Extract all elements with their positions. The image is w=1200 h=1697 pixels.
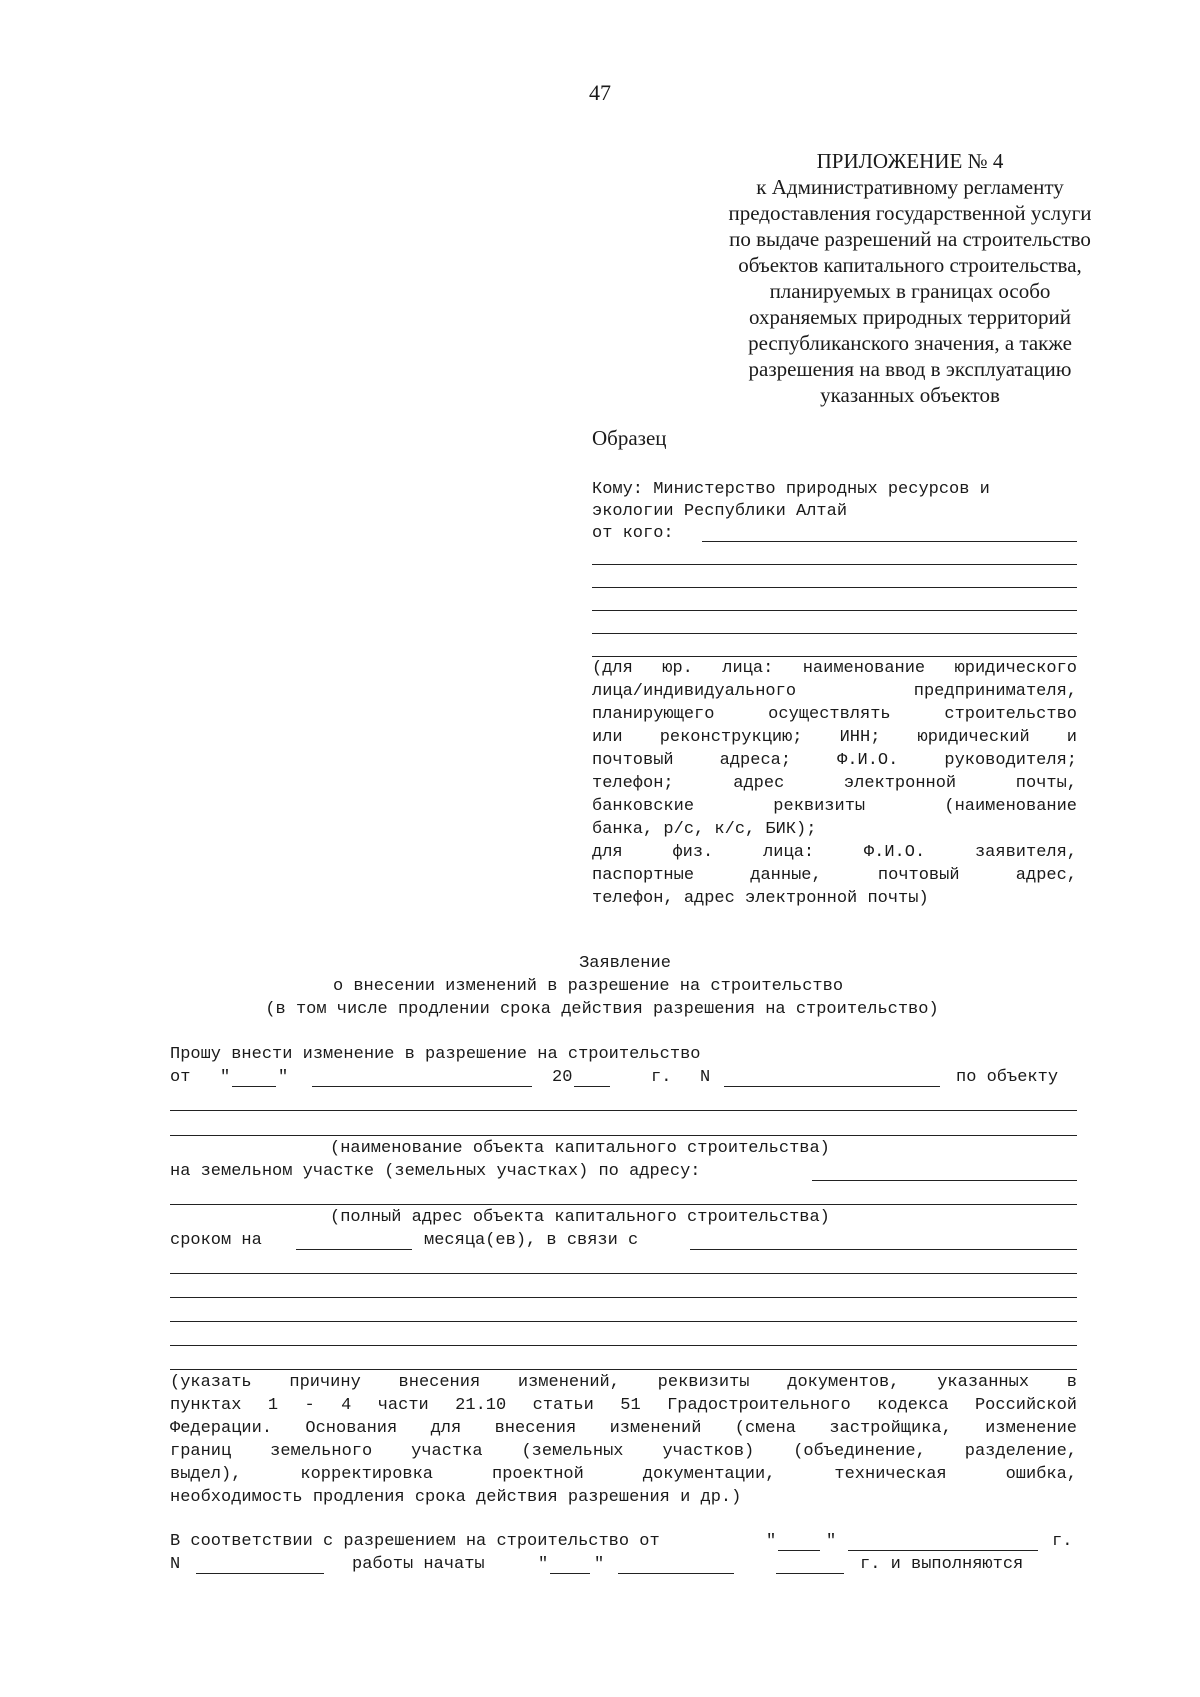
year-prefix: 20 (552, 1068, 573, 1087)
number-input-line[interactable] (724, 1086, 940, 1087)
appendix-line: планируемых в границах особо (769, 279, 1051, 303)
month-input-line[interactable] (312, 1086, 532, 1087)
from-word: от (170, 1068, 191, 1087)
reason-caption-line: выдел), корректировка проектной документации, техническая ошибка, (170, 1465, 1077, 1484)
caption-line: почтовый адреса; Ф.И.О. руководителя; (592, 751, 1077, 770)
reason-caption-line: границ земельного участка (земельных участков) (объединение, разделение, (170, 1442, 1077, 1461)
land-plot-label: на земельном участке (земельных участках) по адресу: (170, 1162, 701, 1181)
from-input-line[interactable] (592, 610, 1077, 611)
date-input-line[interactable] (848, 1550, 1038, 1551)
caption-line: или реконструкцию; ИНН; юридический и (592, 728, 1077, 747)
reason-input-line[interactable] (170, 1321, 1077, 1322)
reason-input-line[interactable] (170, 1297, 1077, 1298)
day-input-line[interactable] (778, 1550, 820, 1551)
term-input-line[interactable] (296, 1249, 412, 1250)
reason-input-line[interactable] (690, 1249, 1077, 1250)
from-label: от кого: (592, 524, 674, 543)
caption-line: телефон; адрес электронной почты, (592, 774, 1077, 793)
caption-line: для физ. лица: Ф.И.О. заявителя, (592, 843, 1077, 862)
object-input-line[interactable] (170, 1110, 1077, 1111)
appendix-line: разрешения на ввод в эксплуатацию (748, 357, 1072, 381)
month-input-line[interactable] (618, 1573, 734, 1574)
reason-caption-line: необходимость продления срока действия разрешения и др.) (170, 1488, 742, 1507)
day-input-line[interactable] (232, 1086, 276, 1087)
address-caption: (полный адрес объекта капитального строительства) (330, 1208, 830, 1227)
accordance-line: В соответствии с разрешением на строительство от (170, 1532, 660, 1551)
appendix-line: по выдаче разрешений на строительство (729, 227, 1091, 251)
recipient-to-line: экологии Республики Алтай (592, 502, 848, 521)
statement-subtitle: о внесении изменений в разрешение на строительство (332, 977, 844, 996)
and-ongoing-label: г. и выполняются (860, 1555, 1024, 1574)
caption-line: телефон, адрес электронной почты) (592, 889, 929, 908)
from-input-line[interactable] (592, 587, 1077, 588)
appendix-line: указанных объектов (820, 383, 1000, 407)
from-input-line[interactable] (592, 633, 1077, 634)
from-input-line[interactable] (592, 564, 1077, 565)
by-object-label: по объекту (956, 1068, 1059, 1087)
appendix-line: объектов капитального строительства, (738, 253, 1082, 277)
reason-input-line[interactable] (170, 1345, 1077, 1346)
permit-number-input-line[interactable] (196, 1573, 324, 1574)
quote-open: " (538, 1555, 549, 1574)
appendix-header (700, 148, 1120, 408)
appendix-line: охраняемых природных территорий (749, 305, 1071, 329)
quote-open: " (766, 1532, 777, 1551)
reason-caption-line: (указать причину внесения изменений, реквизиты документов, указанных в (170, 1373, 1077, 1392)
reason-caption (170, 1371, 1077, 1509)
recipient-caption (592, 657, 1077, 910)
number-label: N (700, 1068, 711, 1087)
object-caption: (наименование объекта капитального строительства) (330, 1139, 830, 1158)
statement-title: Заявление (579, 954, 671, 973)
caption-line: банка, р/с, к/с, БИК); (592, 820, 817, 839)
reason-caption-line: пунктах 1 - 4 части 21.10 статьи 51 Градостроительного кодекса Российской (170, 1396, 1077, 1415)
year-input-line[interactable] (776, 1573, 844, 1574)
works-started-label: работы начаты (352, 1555, 485, 1574)
statement-subtitle: (в том числе продлении срока действия разрешения на строительство) (265, 1000, 939, 1019)
from-input-line[interactable] (702, 541, 1077, 542)
reason-caption-line: Федерации. Основания для внесения изменений (смена застройщика, изменение (170, 1419, 1077, 1438)
reason-input-line[interactable] (170, 1369, 1077, 1370)
caption-line: (для юр. лица: наименование юридического (592, 659, 1077, 678)
quote-close: " (278, 1068, 289, 1087)
appendix-line: республиканского значения, а также (748, 331, 1072, 355)
sample-label: Образец (592, 426, 667, 450)
appendix-title: ПРИЛОЖЕНИЕ № 4 (816, 149, 1004, 173)
request-line: Прошу внести изменение в разрешение на строительство (170, 1045, 701, 1064)
caption-line: планирующего осуществлять строительство (592, 705, 1077, 724)
recipient-to-line: Кому: Министерство природных ресурсов и (592, 480, 990, 499)
page-number: 47 (589, 80, 611, 105)
appendix-line: к Административному регламенту (756, 175, 1064, 199)
quote-open: " (220, 1068, 231, 1087)
reason-input-line[interactable] (170, 1273, 1077, 1274)
day-input-line[interactable] (550, 1573, 590, 1574)
quote-close: " (826, 1532, 837, 1551)
address-input-line[interactable] (812, 1180, 1077, 1181)
object-input-line[interactable] (170, 1135, 1077, 1136)
year-suffix: г. (651, 1068, 672, 1087)
caption-line: лица/индивидуального предпринимателя, (592, 682, 1077, 701)
caption-line: паспортные данные, почтовый адрес, (592, 866, 1077, 885)
address-input-line[interactable] (170, 1204, 1077, 1205)
g-label: г. (1052, 1532, 1073, 1551)
appendix-line: предоставления государственной услуги (728, 201, 1092, 225)
caption-line: банковские реквизиты (наименование (592, 797, 1077, 816)
quote-close: " (594, 1555, 605, 1574)
months-text: месяца(ев), в связи с (424, 1231, 639, 1250)
term-label: сроком на (170, 1231, 262, 1250)
year-input-line[interactable] (574, 1086, 610, 1087)
n-label: N (170, 1555, 181, 1574)
